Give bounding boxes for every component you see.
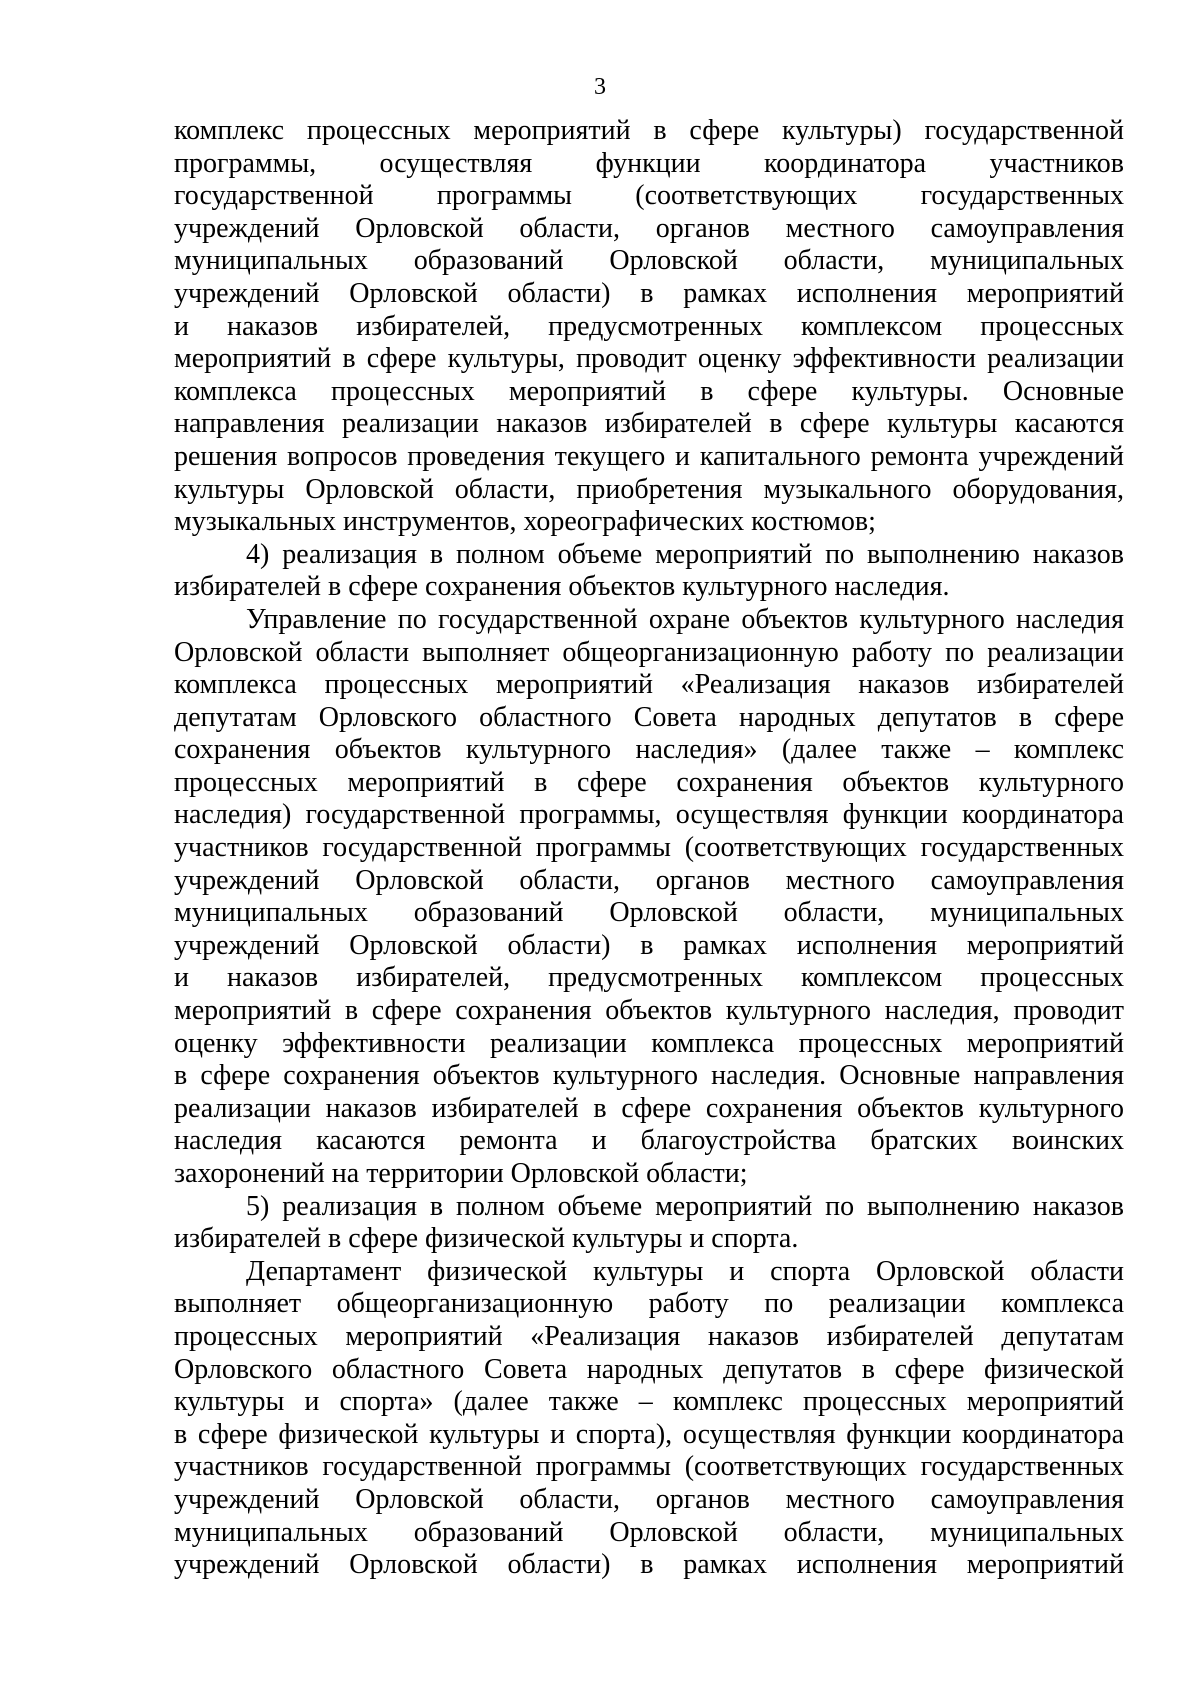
text-line: учреждений Орловской области, органов местного самоуправления: [174, 864, 1124, 896]
text-line: участников государственной программы (соответствующих государственных: [174, 1451, 1124, 1483]
text-line: музыкальных инструментов, хореографических костюмов;: [174, 506, 876, 538]
text-line: Департамент физической культуры и спорта Орловской области: [246, 1255, 1124, 1287]
text-line: захоронений на территории Орловской области;: [174, 1158, 748, 1189]
text-line: и наказов избирателей, предусмотренных комплексом процессных: [174, 962, 1124, 994]
text-line: 4) реализация в полном объеме мероприятий по выполнению наказов: [246, 538, 1124, 570]
text-line: программы, осуществляя функции координатора участников: [174, 147, 1124, 179]
text-line: культуры Орловской области, приобретения музыкального оборудования,: [174, 473, 1124, 505]
text-line: 5) реализация в полном объеме мероприятий по выполнению наказов: [246, 1190, 1124, 1222]
text-line: муниципальных образований Орловской области, муниципальных: [174, 897, 1124, 929]
text-line: культуры и спорта» (далее также – комплекс процессных мероприятий: [174, 1386, 1124, 1418]
text-line: участников государственной программы (соответствующих государственных: [174, 832, 1124, 864]
text-line: процессных мероприятий «Реализация наказов избирателей депутатам: [174, 1320, 1124, 1352]
text-line: учреждений Орловской области) в рамках исполнения мероприятий: [174, 277, 1124, 309]
text-line: комплекса процессных мероприятий в сфере культуры. Основные: [174, 375, 1124, 407]
text-line: решения вопросов проведения текущего и капитального ремонта учреждений: [174, 440, 1124, 472]
text-line: мероприятий в сфере культуры, проводит оценку эффективности реализации: [174, 343, 1124, 375]
text-line: реализации наказов избирателей в сфере сохранения объектов культурного: [174, 1092, 1124, 1124]
text-line: учреждений Орловской области) в рамках исполнения мероприятий: [174, 929, 1124, 961]
page-number: 3: [594, 74, 606, 100]
text-line: мероприятий в сфере сохранения объектов культурного наследия, проводит: [174, 995, 1124, 1027]
text-line: Управление по государственной охране объектов культурного наследия: [246, 603, 1124, 635]
text-line: оценку эффективности реализации комплекса процессных мероприятий: [174, 1027, 1124, 1059]
text-line: муниципальных образований Орловской области, муниципальных: [174, 245, 1124, 277]
text-line: муниципальных образований Орловской области, муниципальных: [174, 1516, 1124, 1548]
text-line: сохранения объектов культурного наследия» (далее также – комплекс: [174, 734, 1124, 766]
text-line: учреждений Орловской области, органов местного самоуправления: [174, 1483, 1124, 1515]
text-line: избирателей в сфере физической культуры и спорта.: [174, 1223, 799, 1255]
text-line: государственной программы (соответствующих государственных: [174, 180, 1124, 212]
text-line: выполняет общеорганизационную работу по реализации комплекса: [174, 1288, 1124, 1320]
text-line: Орловского областного Совета народных депутатов в сфере физической: [174, 1353, 1124, 1385]
text-line: избирателей в сфере сохранения объектов культурного наследия.: [174, 571, 950, 603]
document-body: [174, 115, 1124, 1582]
text-line: направления реализации наказов избирателей в сфере культуры касаются: [174, 408, 1124, 440]
text-line: в сфере сохранения объектов культурного наследия. Основные направления: [174, 1060, 1124, 1092]
text-line: комплекса процессных мероприятий «Реализация наказов избирателей: [174, 669, 1124, 701]
text-line: наследия) государственной программы, осуществляя функции координатора: [174, 799, 1124, 831]
text-line: Орловской области выполняет общеорганизационную работу по реализации: [174, 636, 1124, 668]
text-line: депутатам Орловского областного Совета народных депутатов в сфере: [174, 701, 1124, 733]
text-line: и наказов избирателей, предусмотренных комплексом процессных: [174, 310, 1124, 342]
text-line: комплекс процессных мероприятий в сфере культуры) государственной: [174, 115, 1124, 146]
text-line: учреждений Орловской области) в рамках исполнения мероприятий: [174, 1549, 1124, 1581]
text-line: процессных мероприятий в сфере сохранения объектов культурного: [174, 766, 1124, 798]
text-line: в сфере физической культуры и спорта), осуществляя функции координатора: [174, 1418, 1124, 1450]
text-line: учреждений Орловской области, органов местного самоуправления: [174, 212, 1124, 244]
text-line: наследия касаются ремонта и благоустройства братских воинских: [174, 1125, 1124, 1157]
